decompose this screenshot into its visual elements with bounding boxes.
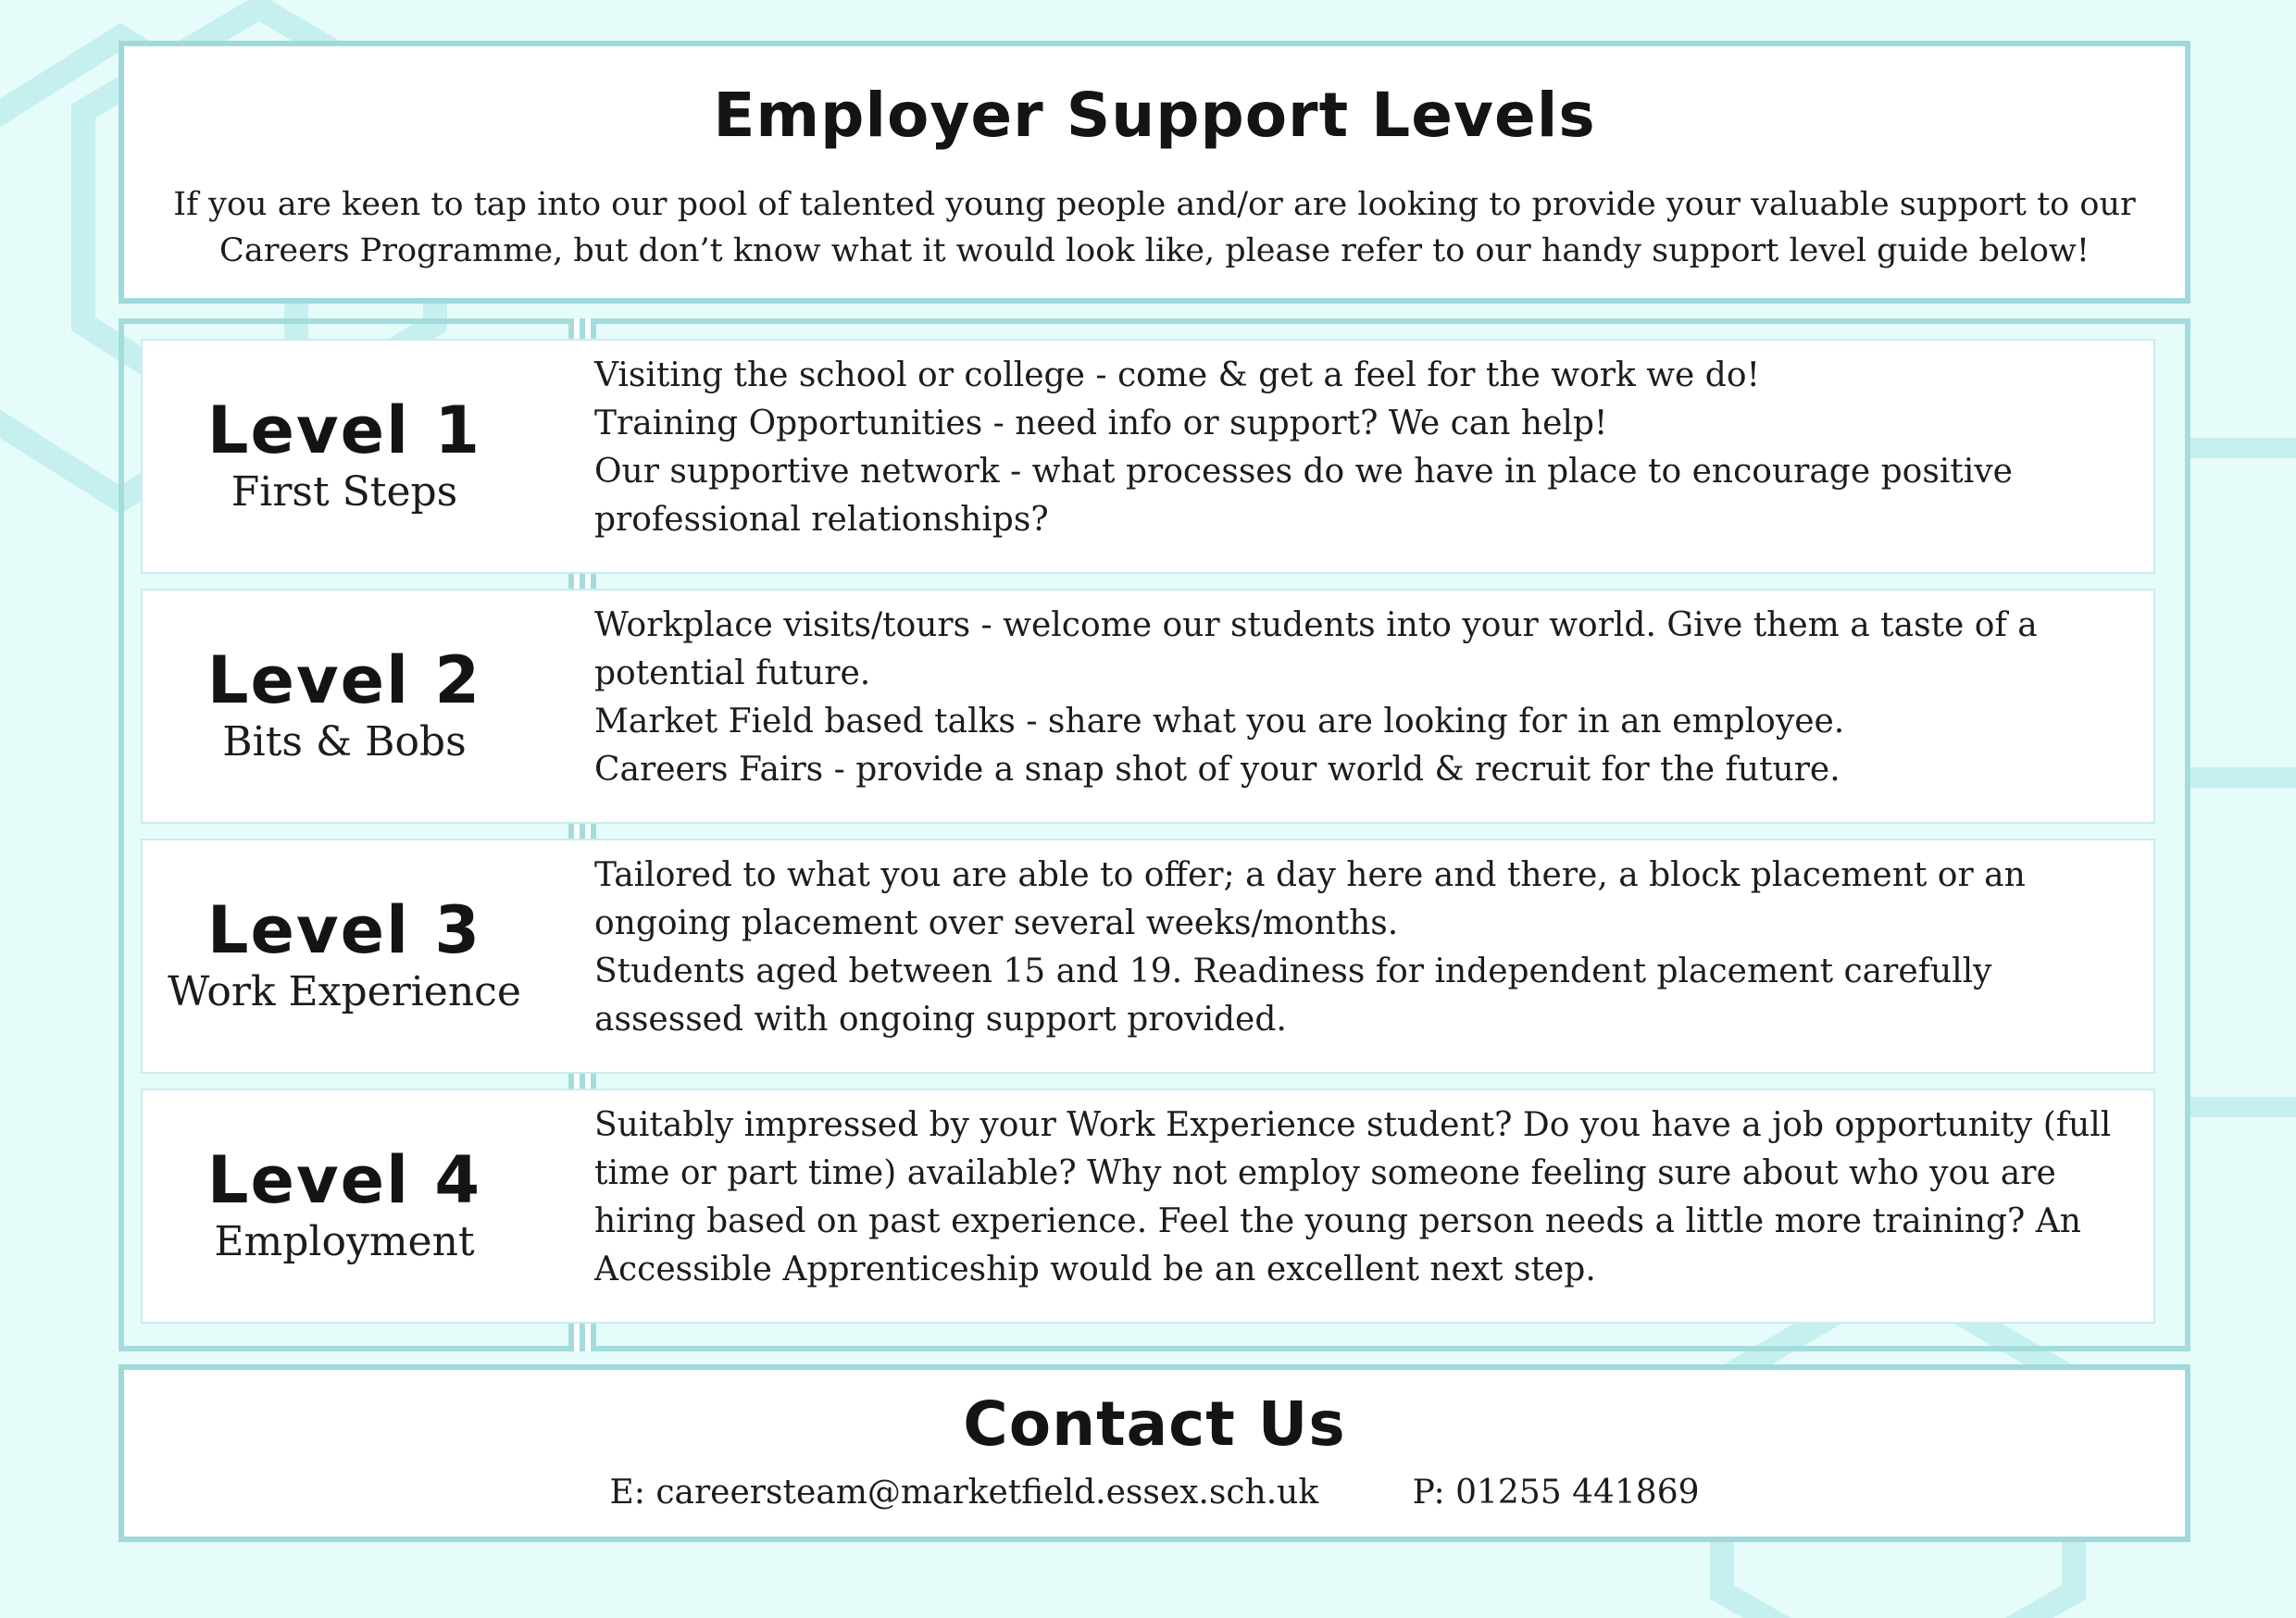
level-heading — [143, 341, 546, 572]
description-line: Our supportive network - what processes do we have in place to encourage positive professional relationships? — [594, 453, 2013, 539]
contact-title: Contact Us — [963, 1388, 1346, 1460]
level-description — [594, 852, 2150, 1044]
description-line: Market Field based talks - share what you are looking for in an employee. — [594, 703, 1845, 741]
description-line: Students aged between 15 and 19. Readiness for independent placement carefully assessed with ongoing support provided. — [594, 952, 1992, 1039]
level-name: Level 2 — [206, 642, 482, 718]
description-line: Training Opportunities - need info or support? We can help! — [594, 404, 1608, 442]
level-row-4 — [141, 1089, 2155, 1324]
description-line: Careers Fairs - provide a snap shot of your world & recruit for the future. — [594, 751, 1841, 789]
contact-details — [124, 1470, 2185, 1516]
level-row-3 — [141, 839, 2155, 1074]
level-heading — [143, 840, 546, 1072]
contact-email[interactable]: E: careersteam@marketfield.essex.sch.uk — [609, 1474, 1319, 1512]
level-name: Level 4 — [206, 1142, 482, 1218]
level-name: Level 1 — [206, 392, 482, 468]
contact-phone[interactable]: P: 01255 441869 — [1412, 1474, 1700, 1512]
level-row-2 — [141, 589, 2155, 824]
intro-text: If you are keen to tap into our pool of talented young people and/or are looking to provide your valuable support to our Careers Programme, but don’t know what it would look like, please refer to our handy support level guide below! — [173, 186, 2136, 269]
level-subtitle: First Steps — [231, 468, 458, 516]
level-heading — [143, 1090, 546, 1322]
level-subtitle: Bits & Bobs — [222, 718, 467, 765]
level-heading — [143, 591, 546, 822]
description-line: Suitably impressed by your Work Experience student? Do you have a job opportunity (full time or part time) available? Why not employ someone feeling sure about who you are hiring based on past experience. Feel the young person needs a little more training? An Accessible Apprenticeship would be an excellent next step. — [594, 1106, 2112, 1288]
level-name: Level 3 — [206, 892, 482, 968]
description-line: Tailored to what you are able to offer; a day here and there, a block placement or an ongoing placement over several weeks/months. — [594, 856, 2026, 942]
header-panel — [119, 41, 2190, 304]
level-subtitle: Employment — [214, 1218, 475, 1265]
level-description — [594, 352, 2150, 544]
level-description — [594, 602, 2150, 794]
contact-panel — [119, 1364, 2190, 1542]
page-title: Employer Support Levels — [713, 80, 1596, 151]
level-row-1 — [141, 339, 2155, 574]
description-line: Visiting the school or college - come & get a feel for the work we do! — [594, 356, 1760, 394]
description-line: Workplace visits/tours - welcome our students into your world. Give them a taste of a potential future. — [594, 606, 2038, 692]
level-subtitle: Work Experience — [168, 968, 521, 1015]
level-description — [594, 1101, 2150, 1294]
